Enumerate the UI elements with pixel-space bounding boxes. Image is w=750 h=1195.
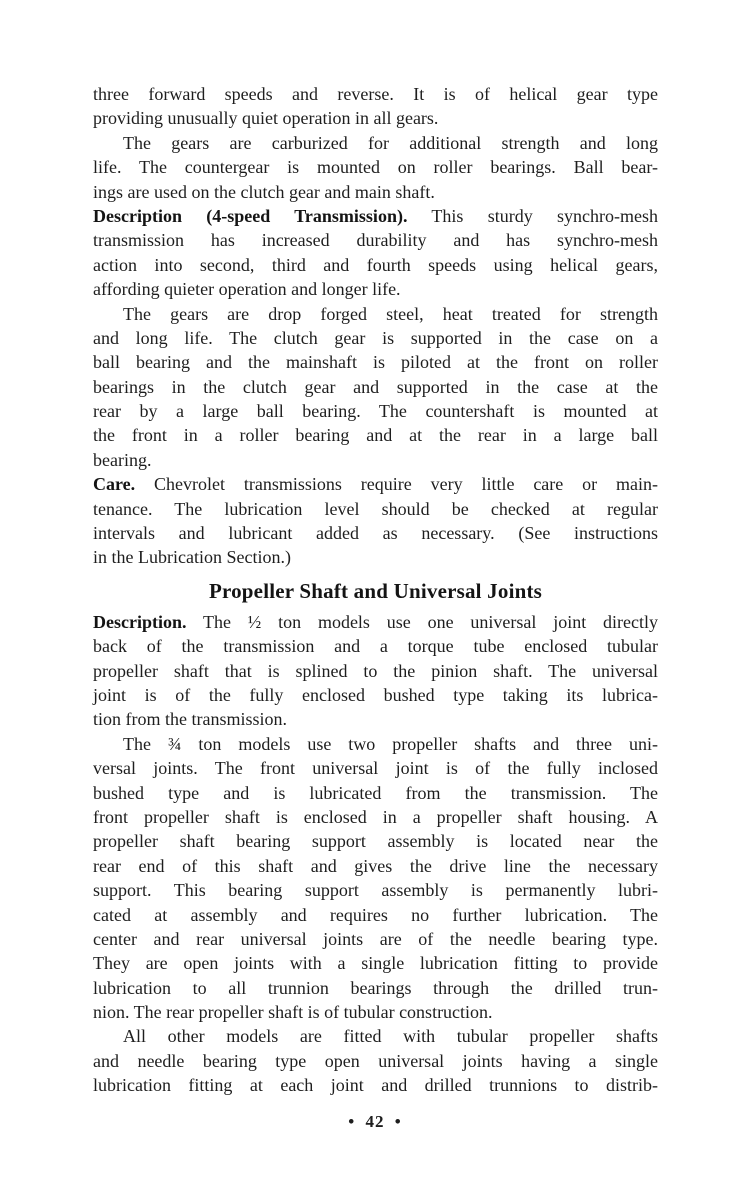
line-text: joint is of the fully enclosed bushed type taking its lubrica- <box>93 684 658 705</box>
line-text: versal joints. The front universal joint is of the fully inclosed <box>93 758 658 779</box>
line-text: The gears are drop forged steel, heat treated for strength <box>123 303 658 324</box>
line-text: providing unusually quiet operation in all gears. <box>93 108 439 129</box>
line-text: The ¾ ton models use two propeller shafts and three uni- <box>123 733 658 754</box>
line-text: ings are used on the clutch gear and main shaft. <box>93 181 435 202</box>
section-heading: Propeller Shaft and Universal Joints <box>208 578 543 603</box>
line-text: The gears are carburized for additional strength and long <box>123 132 658 153</box>
page-footer <box>0 1112 750 1132</box>
text-line <box>93 545 658 569</box>
paragraph <box>93 302 658 473</box>
line-text: They are open joints with a single lubrication fitting to provide <box>93 953 658 974</box>
text-line <box>93 82 658 106</box>
line-text: front propeller shaft is enclosed in a propeller shaft housing. A <box>93 806 658 827</box>
text-line <box>93 756 658 780</box>
text-line <box>93 976 658 1000</box>
line-text: cated at assembly and requires no further lubrication. The <box>93 904 658 925</box>
line-text: back of the transmission and a torque tube enclosed tubular <box>93 636 658 657</box>
line-text: bushed type and is lubricated from the transmission. The <box>93 782 658 803</box>
text-line <box>93 277 658 301</box>
text-line <box>93 878 658 902</box>
text-line <box>93 497 658 521</box>
paragraph <box>93 204 658 302</box>
line-text: propeller shaft bearing support assembly is located near the <box>93 831 658 852</box>
text-line <box>93 1024 658 1048</box>
line-text: in the Lubrication Section.) <box>93 547 291 568</box>
text-line <box>93 1000 658 1024</box>
line-text: and needle bearing type open universal joints having a single <box>93 1050 658 1071</box>
text-line <box>93 521 658 545</box>
paragraph <box>93 610 658 732</box>
text-line <box>93 302 658 326</box>
line-text: bearing. <box>93 449 152 470</box>
bold-lead: Description (4-speed Transmission). <box>93 205 408 226</box>
line-text: affording quieter operation and longer life. <box>93 279 401 300</box>
text-line <box>93 375 658 399</box>
line-text: the front in a roller bearing and at the rear in a large ball <box>93 425 658 446</box>
line-text: center and rear universal joints are of the needle bearing type. <box>93 928 658 949</box>
text-line <box>93 951 658 975</box>
text-line <box>93 106 658 130</box>
text-line <box>93 781 658 805</box>
text-line <box>93 707 658 731</box>
line-text: Chevrolet transmissions require very little care or main- <box>135 474 658 495</box>
line-text: transmission has increased durability and has synchro-mesh <box>93 230 658 251</box>
line-text: lubrication fitting at each joint and drilled trunnions to distrib- <box>93 1075 658 1096</box>
line-text: rear by a large ball bearing. The countershaft is mounted at <box>93 401 658 422</box>
text-line <box>93 228 658 252</box>
page-number: • 42 • <box>348 1112 402 1131</box>
text-line <box>93 854 658 878</box>
text-line <box>93 829 658 853</box>
text-line <box>93 131 658 155</box>
text-line <box>93 448 658 472</box>
text-line <box>93 326 658 350</box>
text-line <box>93 423 658 447</box>
line-text: rear end of this shaft and gives the drive line the necessary <box>93 855 658 876</box>
line-text: bearings in the clutch gear and supported in the case at the <box>93 376 658 397</box>
line-text: tenance. The lubrication level should be checked at regular <box>93 498 658 519</box>
line-text: nion. The rear propeller shaft is of tubular construction. <box>93 1002 493 1023</box>
text-line <box>93 805 658 829</box>
text-line <box>93 1049 658 1073</box>
line-text: propeller shaft that is splined to the pinion shaft. The universal <box>93 660 658 681</box>
line-text: ball bearing and the mainshaft is piloted at the front on roller <box>93 352 658 373</box>
text-line <box>93 399 658 423</box>
text-line <box>93 927 658 951</box>
text-line <box>93 472 658 496</box>
text-line <box>93 1073 658 1097</box>
text-line <box>93 634 658 658</box>
text-line <box>93 180 658 204</box>
bold-lead: Care. <box>93 474 136 495</box>
text-line <box>93 610 658 634</box>
paragraph <box>93 1024 658 1097</box>
line-text: tion from the transmission. <box>93 709 287 730</box>
line-text: action into second, third and fourth speeds using helical gears, <box>93 254 658 275</box>
paragraph <box>93 131 658 204</box>
line-text: three forward speeds and reverse. It is of helical gear type <box>93 84 658 104</box>
text-line <box>93 253 658 277</box>
line-text: life. The countergear is mounted on roller bearings. Ball bear- <box>93 157 658 178</box>
text-line <box>93 155 658 179</box>
line-text: The ½ ton models use one universal joint directly <box>186 611 658 632</box>
page-body <box>93 82 658 1098</box>
bold-lead: Description. <box>93 611 187 632</box>
text-line <box>93 683 658 707</box>
paragraph <box>93 82 658 131</box>
text-line <box>93 350 658 374</box>
line-text: This sturdy synchro-mesh <box>407 205 659 226</box>
line-text: lubrication to all trunnion bearings through the drilled trun- <box>93 977 658 998</box>
paragraph <box>93 732 658 1025</box>
line-text: intervals and lubricant added as necessary. (See instructions <box>93 523 658 544</box>
line-text: support. This bearing support assembly is permanently lubri- <box>93 880 658 901</box>
text-line <box>93 732 658 756</box>
text-line <box>93 659 658 683</box>
paragraph <box>93 472 658 570</box>
line-text: and long life. The clutch gear is supported in the case on a <box>93 327 658 348</box>
text-line <box>93 204 658 228</box>
line-text: All other models are fitted with tubular propeller shafts <box>123 1026 658 1047</box>
text-line <box>93 903 658 927</box>
